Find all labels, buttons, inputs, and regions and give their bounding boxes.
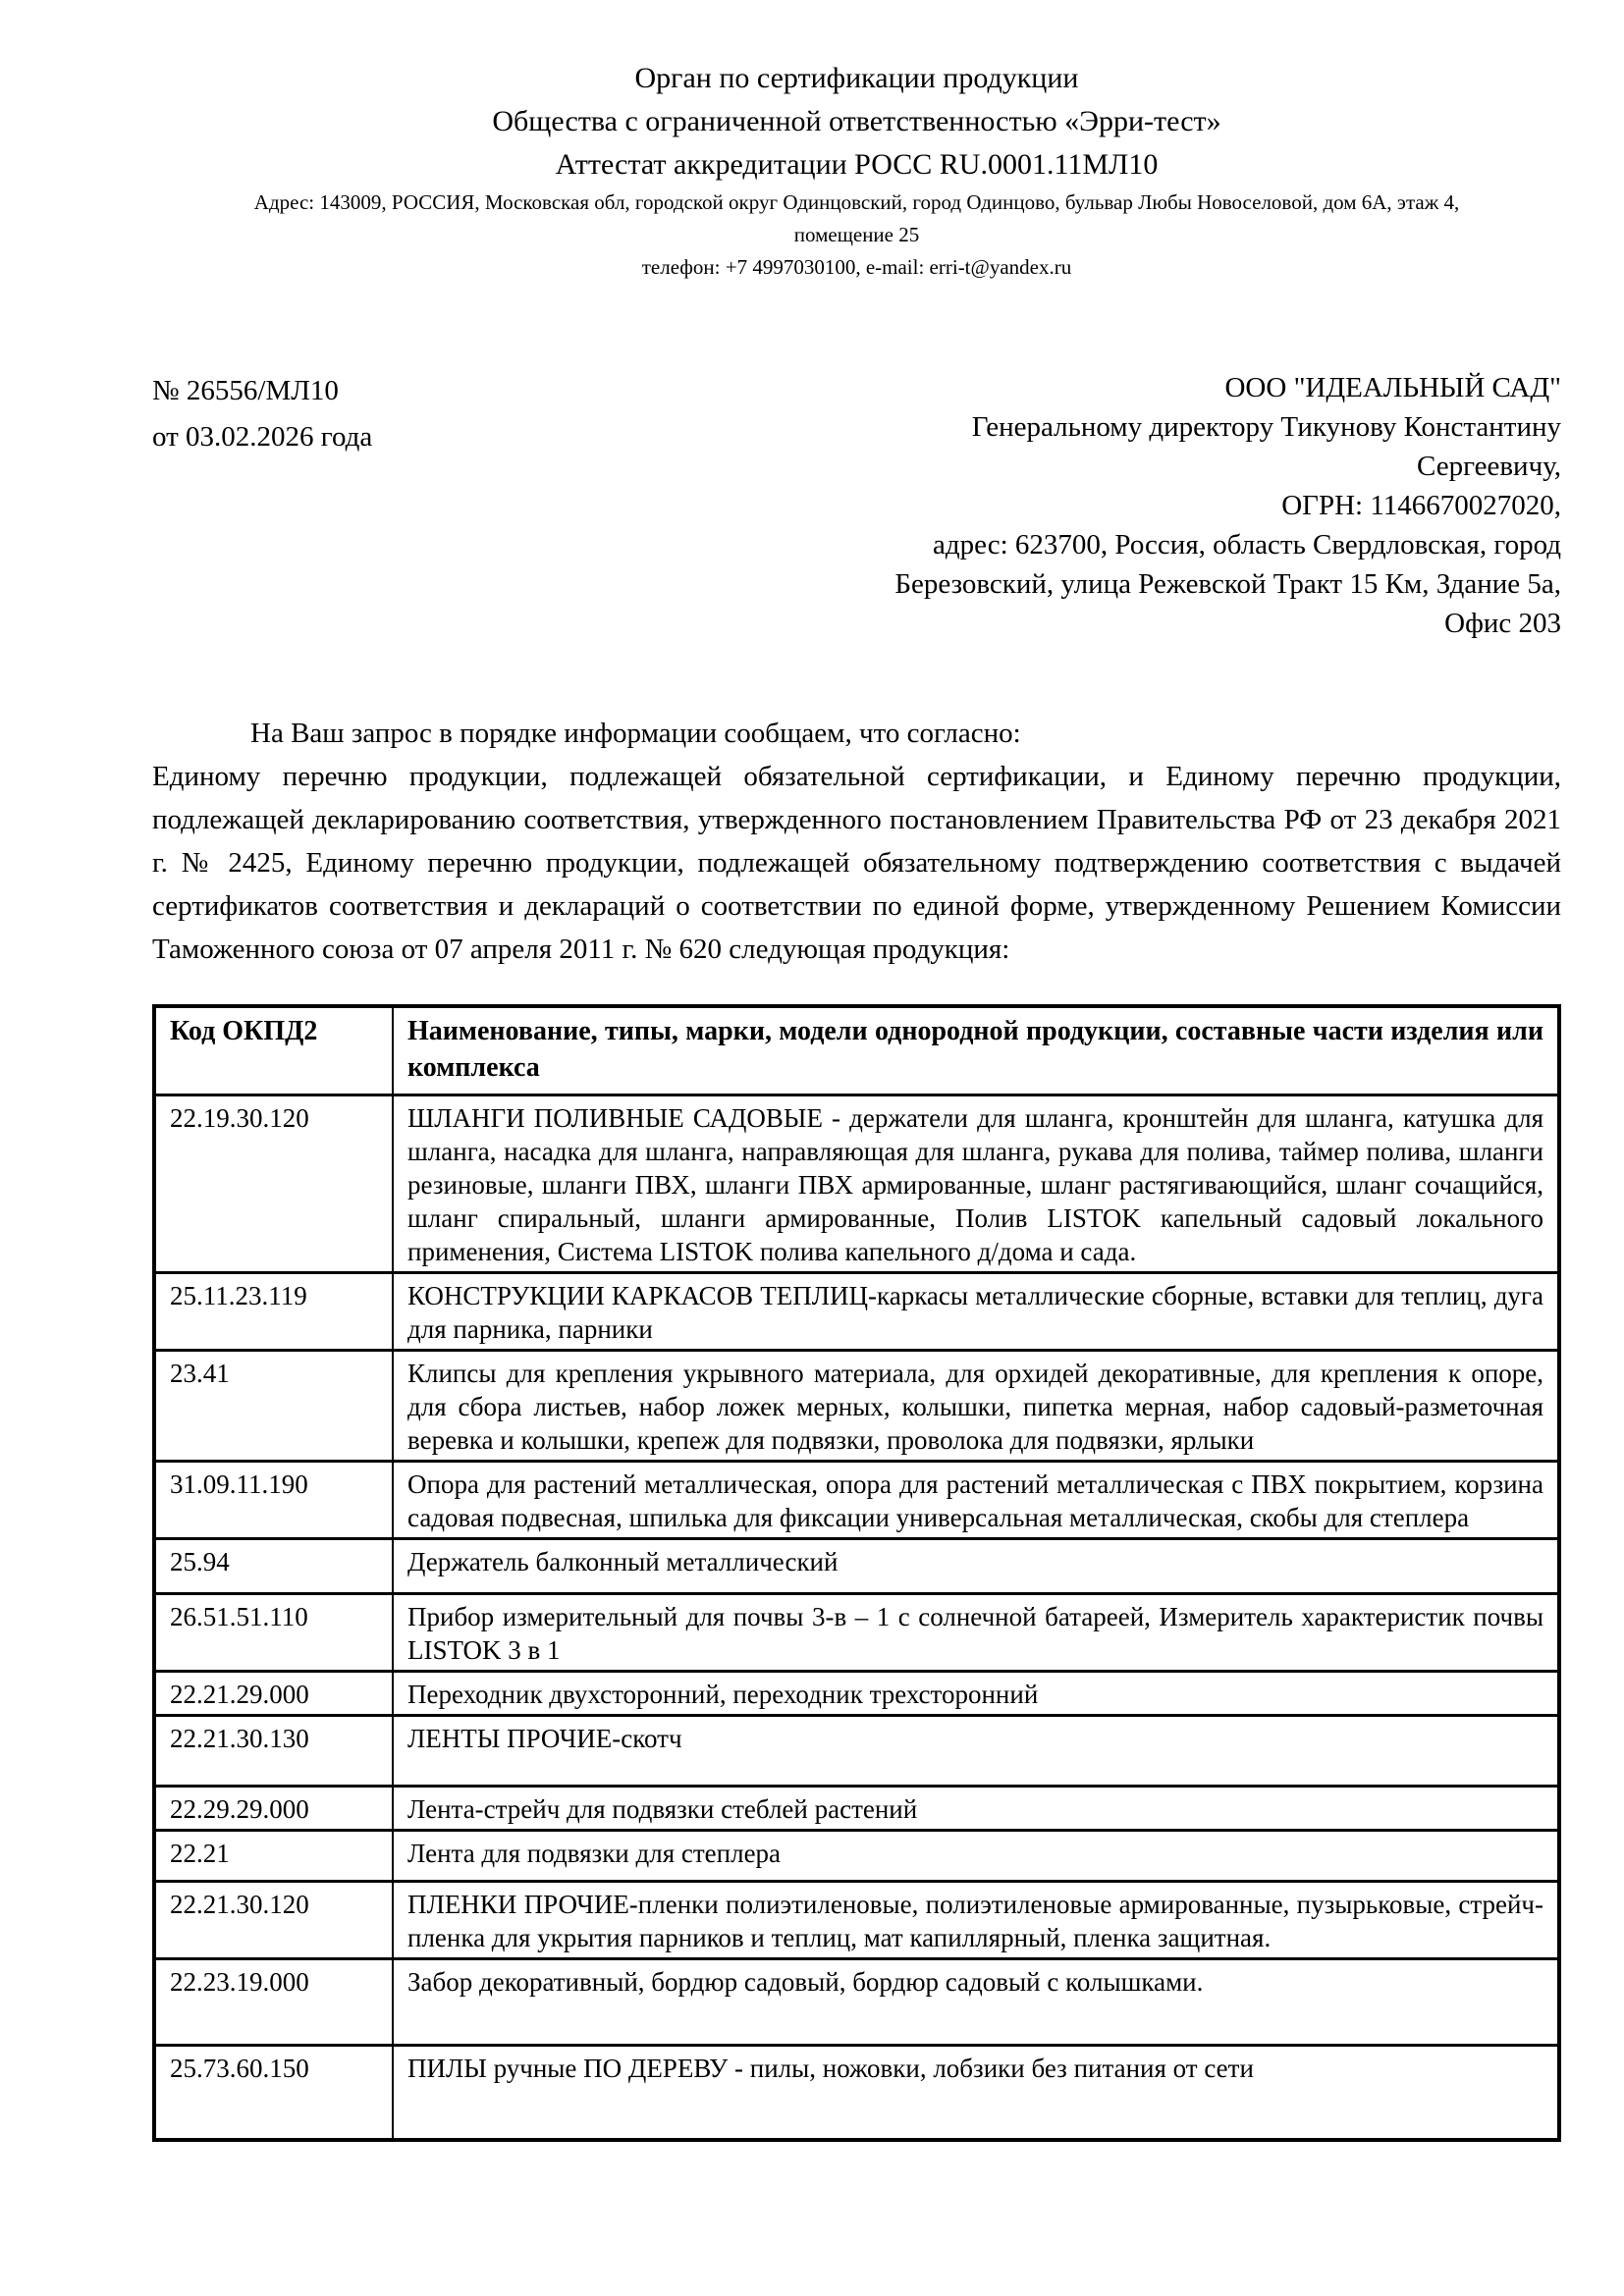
addressee-line: ООО "ИДЕАЛЬНЫЙ САД" [1224, 372, 1561, 403]
table-row [154, 1351, 1559, 1462]
product-description-cell: Переходник двухсторонний, переходник трехсторонний [393, 1672, 1559, 1716]
products-table [152, 1004, 1561, 2142]
okpd2-code-cell: 25.11.23.119 [154, 1273, 393, 1351]
product-description-cell: ПИЛЫ ручные ПО ДЕРЕВУ - пилы, ножовки, лобзики без питания от сети [393, 2046, 1559, 2140]
table-row [154, 2046, 1559, 2140]
okpd2-code-cell: 23.41 [154, 1351, 393, 1462]
table-header-row [154, 1006, 1559, 1095]
product-description-cell: Прибор измерительный для почвы 3-в – 1 с солнечной батареей, Измеритель характеристик почвы LISTOK 3 в 1 [393, 1594, 1559, 1672]
reference-number: № 26556/МЛ10 [152, 375, 339, 406]
org-contact-line: телефон: +7 4997030100, e-mail: erri-t@yandex.ru [641, 255, 1072, 279]
okpd2-code-cell: 22.21.30.120 [154, 1882, 393, 1959]
addressee-line: Офис 203 [1444, 608, 1561, 639]
okpd2-code-cell: 25.94 [154, 1539, 393, 1594]
okpd2-code-cell: 25.73.60.150 [154, 2046, 393, 2140]
table-row [154, 1831, 1559, 1882]
product-name-header: Наименование, типы, марки, модели однородной продукции, составные части изделия или комплекса [393, 1006, 1559, 1095]
table-row [154, 1672, 1559, 1716]
okpd2-code-cell: 22.19.30.120 [154, 1095, 393, 1273]
okpd2-code-header: Код ОКПД2 [154, 1006, 393, 1095]
product-description-cell: ЛЕНТЫ ПРОЧИЕ-скотч [393, 1716, 1559, 1787]
okpd2-code-cell: 22.29.29.000 [154, 1787, 393, 1831]
product-description-cell: Клипсы для крепления укрывного материала, для орхидей декоративные, для крепления к опоре, для сбора листьев, набор ложек мерных, колышки, пипетка мерная, набор садовый-разметочная веревка и колышки, крепеж для подвязки, проволока для подвязки, ярлыки [393, 1351, 1559, 1462]
letter-body [152, 712, 1561, 971]
okpd2-code-cell: 22.23.19.000 [154, 1959, 393, 2046]
table-row [154, 1959, 1559, 2046]
intro-line: На Ваш запрос в порядке информации сообщаем, что согласно: [250, 718, 1021, 749]
addressee-line: Генеральному директору Тикунову Константину [971, 411, 1561, 443]
org-address-line: помещение 25 [793, 223, 920, 246]
org-address-line: Адрес: 143009, РОССИЯ, Московская обл, городской округ Одинцовский, город Одинцово, бульвар Любы Новоселовой, дом 6А, этаж 4, [253, 190, 1460, 214]
addressee-line: Сергеевичу, [1417, 451, 1561, 482]
table-row [154, 1462, 1559, 1539]
product-description-cell: ШЛАНГИ ПОЛИВНЫЕ САДОВЫЕ - держатели для шланга, кронштейн для шланга, катушка для шланга, насадка для шланга, направляющая для шланга, рукава для полива, таймер полива, шланги резиновые, шланги ПВХ, шланги ПВХ армированные, шланг растягивающийся, шланг сочащийся, шланг спиральный, шланги армированные, Полив LISTOK капельный садовый локального применения, Система LISTOK полива капельного д/дома и сада. [393, 1095, 1559, 1273]
table-row [154, 1787, 1559, 1831]
table-row [154, 1273, 1559, 1351]
product-description-cell: КОНСТРУКЦИИ КАРКАСОВ ТЕПЛИЦ-каркасы металлические сборные, вставки для теплиц, дуга для парника, парники [393, 1273, 1559, 1351]
product-description-cell: Опора для растений металлическая, опора для растений металлическая с ПВХ покрытием, корзина садовая подвесная, шпилька для фиксации универсальная металлическая, скобы для степлера [393, 1462, 1559, 1539]
table-row [154, 1716, 1559, 1787]
org-accreditation-line: Аттестат аккредитации РОСС RU.0001.11МЛ10 [555, 148, 1159, 181]
product-description-cell: Лента-стрейч для подвязки стеблей растений [393, 1787, 1559, 1831]
addressee-line: ОГРН: 1146670027020, [1281, 490, 1561, 521]
okpd2-code-cell: 22.21.30.130 [154, 1716, 393, 1787]
product-description-cell: ПЛЕНКИ ПРОЧИЕ-пленки полиэтиленовые, полиэтиленовые армированные, пузырьковые, стрейч-пленка для укрытия парников и теплиц, мат капиллярный, пленка защитная. [393, 1882, 1559, 1959]
table-row [154, 1539, 1559, 1594]
product-description-cell: Держатель балконный металлический [393, 1539, 1559, 1594]
table-row [154, 1095, 1559, 1273]
org-name-line: Орган по сертификации продукции [634, 62, 1079, 94]
org-letterhead [152, 57, 1561, 284]
table-row [154, 1882, 1559, 1959]
addressee-line: адрес: 623700, Россия, область Свердловская, город [933, 529, 1561, 561]
reference-and-addressee [152, 368, 1561, 643]
addressee-block [894, 368, 1561, 643]
product-description-cell: Лента для подвязки для степлера [393, 1831, 1559, 1882]
okpd2-code-cell: 22.21 [154, 1831, 393, 1882]
addressee-line: Березовский, улица Режевской Тракт 15 Км, Здание 5а, [894, 568, 1561, 600]
okpd2-code-cell: 31.09.11.190 [154, 1462, 393, 1539]
okpd2-code-cell: 22.21.29.000 [154, 1672, 393, 1716]
reference-block [152, 368, 372, 460]
product-description-cell: Забор декоративный, бордюр садовый, бордюр садовый с колышками. [393, 1959, 1559, 2046]
main-paragraph: Единому перечню продукции, подлежащей обязательной сертификации, и Единому перечню продукции, подлежащей декларированию соответствия, утвержденного постановлением Правительства РФ от 23 декабря 2021 г. № 2425, Единому перечню продукции, подлежащей обязательному подтверждению соответствия с выдачей сертификатов соответствия и деклараций о соответствии по единой форме, утвержденному Решением Комиссии Таможенного союза от 07 апреля 2011 г. № 620 следующая продукция: [152, 761, 1561, 965]
okpd2-code-cell: 26.51.51.110 [154, 1594, 393, 1672]
reference-date: от 03.02.2026 года [152, 421, 373, 453]
org-name-line: Общества с ограниченной ответственностью «Эрри-тест» [492, 105, 1221, 137]
table-row [154, 1594, 1559, 1672]
